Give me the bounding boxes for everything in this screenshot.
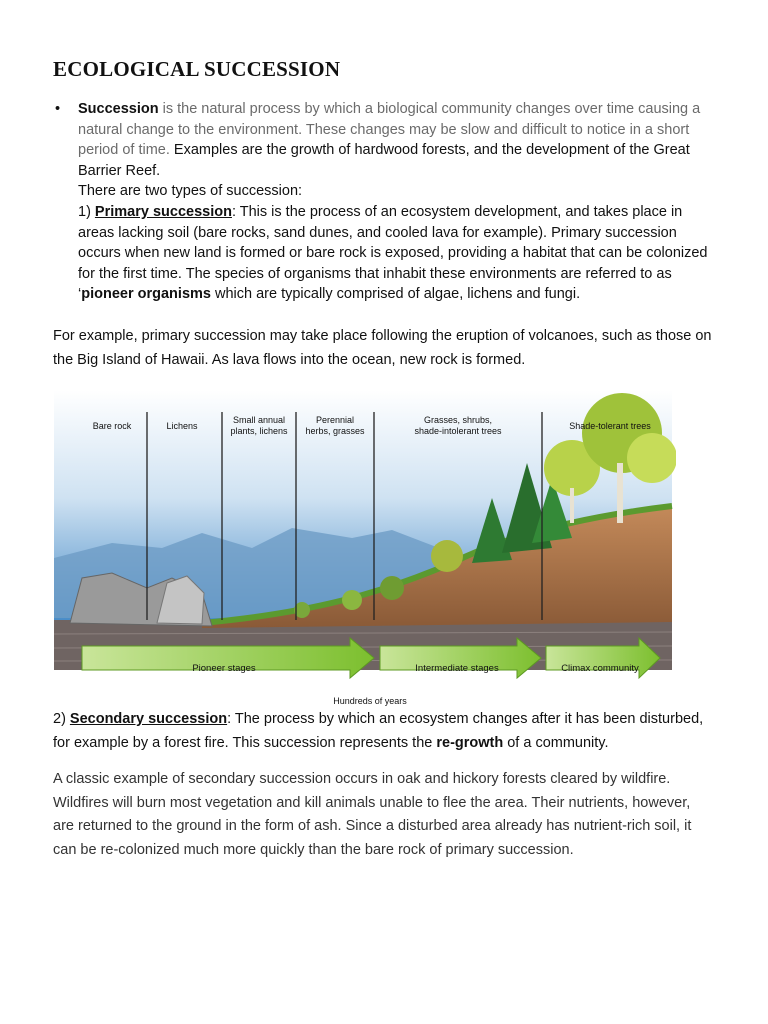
tree-trunk: [570, 488, 574, 523]
secondary-number: 2): [53, 711, 70, 727]
arrow-label-intermediate: Intermediate stages: [415, 663, 499, 674]
two-types-text: There are two types of succession:: [78, 183, 303, 200]
tree-trunk: [617, 463, 623, 523]
bullet-marker: •: [55, 101, 61, 117]
primary-tail: which are typically comprised of algae, lichens and fungi.: [210, 286, 581, 303]
stage-label-line: Small annual: [232, 415, 286, 425]
secondary-definition: : The process by which an ecosystem changes after it has been disturbed, for example by a forest fire. This succession represents the: [53, 711, 704, 751]
regrowth-term: re-growth: [436, 734, 504, 751]
primary-number: 1): [78, 203, 95, 220]
secondary-succession-paragraph: [53, 708, 713, 755]
arrow-label-climax: Climax community: [561, 663, 639, 674]
stage-label-line: Grasses, shrubs,: [423, 415, 493, 425]
axis-label-hundreds-of-years: Hundreds of years: [333, 696, 407, 706]
succession-term: Succession: [78, 101, 159, 117]
secondary-succession-term: Secondary succession: [69, 711, 228, 727]
stage-label-lichens: Lichens: [166, 421, 198, 431]
arrow-label-pioneer: Pioneer stages: [192, 663, 256, 674]
primary-succession-term: Primary succession: [94, 203, 232, 220]
succession-definition: [78, 99, 718, 305]
stage-label-small-annual: [230, 415, 288, 436]
secondary-tail: of a community.: [503, 734, 609, 751]
page-title: ECOLOGICAL SUCCESSION: [53, 57, 341, 81]
succession-diagram-svg: [52, 378, 676, 708]
stage-label-line: herbs, grasses: [305, 426, 365, 436]
shrub: [431, 540, 463, 572]
stage-label-shade-tolerant: Shade-tolerant trees: [569, 421, 651, 431]
succession-diagram: [52, 378, 676, 708]
stage-label-line: shade-intolerant trees: [414, 426, 502, 436]
stage-label-bare-rock: Bare rock: [92, 421, 132, 431]
stage-label-line: plants, lichens: [230, 426, 288, 436]
classic-example-paragraph: A classic example of secondary succession occurs in oak and hickory forests cleared by wildfire. Wildfires will burn most vegetation and kill animals unable to flee the area. Their nutrients, however, are returned to the ground in the form of ash. Since a disturbed area already has nutrient-rich soil, it can be re-colonized much more quickly than the bare rock of primary succession.: [53, 771, 692, 858]
stage-label-line: Perennial: [315, 415, 355, 425]
succession-definition-text: is the natural process by which a biological community changes over time causing a natural change to the environment. These changes may be slow and difficult to notice in a short period of time.: [78, 101, 701, 159]
primary-definition: : This is the process of an ecosystem development, and takes place in areas lacking soil (bare rocks, sand dunes, and cooled lava for example). Primary succession occurs when new land is formed or bare rock is exposed, providing a habitat that can be colonized for the first time. The species of organisms that inhabit these environments are referred to as ‘: [78, 203, 708, 303]
deciduous-tree: [627, 433, 676, 483]
stage-label-grasses-shrubs: [414, 415, 502, 436]
shrub: [342, 590, 362, 610]
volcano-example-paragraph: For example, primary succession may take place following the eruption of volcanoes, such as those on the Big Island of Hawaii. As lava flows into the ocean, new rock is formed.: [53, 328, 712, 368]
succession-examples: Examples are the growth of hardwood forests, and the development of the Great Barrier Reef.: [78, 142, 690, 179]
shrub: [380, 576, 404, 600]
pioneer-organisms-term: pioneer organisms: [81, 286, 211, 303]
